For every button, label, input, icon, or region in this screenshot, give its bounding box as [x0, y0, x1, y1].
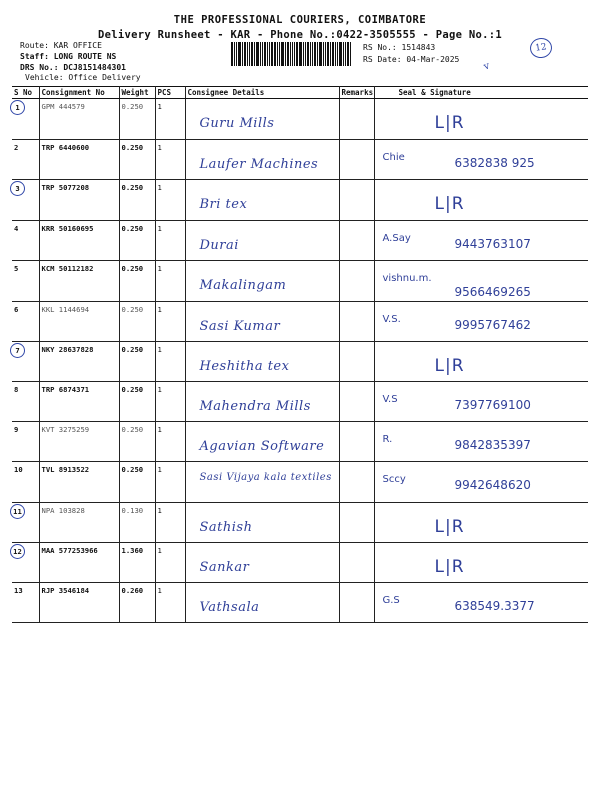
pcs-cell — [155, 221, 185, 261]
sno-cell — [12, 261, 39, 302]
consignee-handwriting: Makalingam — [199, 278, 287, 293]
consignment-cell-text: KCM 50112182 — [41, 264, 94, 273]
consignee-handwriting: Agavian Software — [199, 439, 325, 454]
sno-cell — [12, 302, 39, 342]
pcs-cell — [155, 99, 185, 140]
weight-cell — [119, 99, 155, 140]
pcs-cell-text: 1 — [157, 546, 162, 555]
weight-cell-text: 0.250 — [121, 102, 144, 111]
runsheet-subtitle: Delivery Runsheet - KAR - Phone No.:0422-3505555 - Page No.:1 — [98, 29, 502, 41]
consignment-cell-text: TRP 6440600 — [41, 143, 90, 152]
table-header-row — [12, 87, 588, 99]
consignment-cell-text: GPM 444579 — [41, 102, 85, 111]
sno-cell — [12, 503, 39, 543]
weight-cell — [119, 543, 155, 583]
table-row — [12, 422, 588, 462]
weight-cell-text: 0.250 — [121, 345, 144, 354]
table-row — [12, 382, 588, 422]
route-label: Route: KAR OFFICE — [20, 41, 102, 50]
pcs-cell — [155, 543, 185, 583]
consignee-cell — [185, 422, 339, 462]
consignee-cell — [185, 140, 339, 180]
consignee-handwriting: Sankar — [199, 560, 250, 575]
pcs-cell — [155, 261, 185, 302]
pcs-cell — [155, 302, 185, 342]
col-pcs: PCS — [155, 87, 185, 99]
consignee-cell — [185, 462, 339, 503]
remarks-cell — [339, 342, 374, 382]
consignment-cell-text: RJP 3546184 — [41, 586, 90, 595]
seal-cell — [374, 261, 588, 302]
weight-cell-text: 0.250 — [121, 425, 144, 434]
consignment-cell — [39, 583, 119, 623]
seal-cell — [374, 543, 588, 583]
signature: Sccy — [382, 474, 406, 485]
sno-text: 6 — [14, 305, 19, 314]
remarks-cell — [339, 180, 374, 221]
seal-cell — [374, 140, 588, 180]
consignment-cell-text: TRP 5077208 — [41, 183, 90, 192]
seal-cell — [374, 302, 588, 342]
col-remarks: Remarks — [339, 87, 374, 99]
seal-cell — [374, 422, 588, 462]
sno-text: 1 — [10, 100, 25, 115]
pcs-cell — [155, 462, 185, 503]
consignment-cell — [39, 342, 119, 382]
consignee-handwriting: Heshitha tex — [199, 359, 290, 374]
signature: R. — [382, 434, 393, 445]
table-row — [12, 99, 588, 140]
signature: G.S — [382, 595, 400, 606]
signature: L|R — [434, 113, 465, 133]
remarks-cell — [339, 99, 374, 140]
pcs-cell-text: 1 — [157, 102, 162, 111]
consignment-cell — [39, 503, 119, 543]
consignee-cell — [185, 503, 339, 543]
sno-cell — [12, 221, 39, 261]
consignment-cell — [39, 99, 119, 140]
weight-cell-text: 1.360 — [121, 546, 144, 555]
table-row — [12, 342, 588, 382]
pcs-cell-text: 1 — [157, 385, 162, 394]
pcs-cell — [155, 180, 185, 221]
table-row — [12, 302, 588, 342]
consignee-handwriting: Guru Mills — [199, 116, 275, 131]
consignment-cell-text: TRP 6874371 — [41, 385, 90, 394]
consignee-handwriting: Sasi Vijaya kala textiles — [199, 472, 332, 483]
col-consignee: Consignee Details — [185, 87, 339, 99]
weight-cell — [119, 140, 155, 180]
remarks-cell — [339, 503, 374, 543]
consignment-cell-text: KVT 3275259 — [41, 425, 90, 434]
sno-cell — [12, 422, 39, 462]
signature: L|R — [434, 194, 465, 214]
pcs-cell-text: 1 — [157, 183, 162, 192]
margin-scribble: v — [482, 60, 492, 73]
consignee-cell — [185, 180, 339, 221]
signature: V.S. — [382, 314, 401, 325]
pcs-cell-text: 1 — [157, 345, 162, 354]
remarks-cell — [339, 302, 374, 342]
consignee-cell — [185, 261, 339, 302]
runsheet-table — [12, 86, 588, 623]
sno-cell — [12, 180, 39, 221]
weight-cell — [119, 503, 155, 543]
pcs-cell — [155, 503, 185, 543]
weight-cell-text: 0.250 — [121, 385, 144, 394]
consignee-handwriting: Sathish — [199, 520, 253, 535]
weight-cell-text: 0.250 — [121, 264, 144, 273]
consignment-cell — [39, 221, 119, 261]
consignee-cell — [185, 99, 339, 140]
table-row — [12, 462, 588, 503]
sno-cell — [12, 462, 39, 503]
consignee-cell — [185, 342, 339, 382]
phone-number: 9842835397 — [454, 438, 531, 452]
consignee-handwriting: Sasi Kumar — [199, 319, 281, 334]
table-row — [12, 583, 588, 623]
phone-number: 6382838 925 — [454, 156, 535, 170]
weight-cell — [119, 462, 155, 503]
seal-cell — [374, 221, 588, 261]
sno-text: 4 — [14, 224, 19, 233]
weight-cell — [119, 422, 155, 462]
seal-cell — [374, 503, 588, 543]
remarks-cell — [339, 261, 374, 302]
sno-text: 8 — [14, 385, 19, 394]
weight-cell — [119, 342, 155, 382]
barcode — [231, 42, 358, 66]
table-row — [12, 140, 588, 180]
consignment-cell — [39, 180, 119, 221]
signature: L|R — [434, 517, 465, 537]
signature: A.Say — [382, 233, 411, 244]
weight-cell — [119, 382, 155, 422]
phone-number: 9942648620 — [454, 478, 531, 492]
consignment-cell-text: TVL 8913522 — [41, 465, 90, 474]
remarks-cell — [339, 462, 374, 503]
consignee-cell — [185, 221, 339, 261]
sno-cell — [12, 342, 39, 382]
sno-text: 7 — [10, 343, 25, 358]
phone-number: 9995767462 — [454, 318, 531, 332]
phone-number: 638549.3377 — [454, 599, 535, 613]
signature: vishnu.m. — [382, 273, 432, 284]
consignment-cell — [39, 382, 119, 422]
seal-cell — [374, 462, 588, 503]
pcs-cell-text: 1 — [157, 506, 162, 515]
consignment-cell-text: MAA 577253966 — [41, 546, 98, 555]
pcs-cell-text: 1 — [157, 264, 162, 273]
remarks-cell — [339, 221, 374, 261]
col-consignment: Consignment No — [39, 87, 119, 99]
consignee-handwriting: Bri tex — [199, 197, 248, 212]
table-row — [12, 221, 588, 261]
pcs-cell — [155, 422, 185, 462]
consignment-cell-text: KKL 1144694 — [41, 305, 90, 314]
sno-text: 13 — [14, 586, 23, 595]
weight-cell-text: 0.250 — [121, 305, 144, 314]
weight-cell — [119, 180, 155, 221]
staff-label: Staff: LONG ROUTE NS — [20, 52, 117, 61]
consignment-cell — [39, 140, 119, 180]
consignment-cell — [39, 261, 119, 302]
seal-cell — [374, 583, 588, 623]
rs-number: RS No.: 1514843 — [363, 43, 436, 52]
consignment-cell — [39, 462, 119, 503]
table-row — [12, 503, 588, 543]
pcs-cell-text: 1 — [157, 586, 162, 595]
consignment-cell-text: NPA 103828 — [41, 506, 85, 515]
consignee-handwriting: Mahendra Mills — [199, 399, 311, 414]
sno-text: 2 — [14, 143, 19, 152]
weight-cell-text: 0.250 — [121, 465, 144, 474]
seal-cell — [374, 342, 588, 382]
seal-cell — [374, 382, 588, 422]
sno-text: 3 — [10, 181, 25, 196]
remarks-cell — [339, 583, 374, 623]
consignee-cell — [185, 302, 339, 342]
consignee-cell — [185, 382, 339, 422]
pcs-cell-text: 1 — [157, 224, 162, 233]
remarks-cell — [339, 140, 374, 180]
weight-cell — [119, 583, 155, 623]
consignment-cell-text: KRR 50160695 — [41, 224, 94, 233]
pcs-cell-text: 1 — [157, 143, 162, 152]
sno-cell — [12, 382, 39, 422]
drs-label: DRS No.: DCJ8151484301 — [20, 63, 126, 72]
page-circle-mark: 12 — [529, 37, 554, 60]
table-row — [12, 543, 588, 583]
weight-cell-text: 0.250 — [121, 183, 144, 192]
signature: L|R — [434, 356, 465, 376]
pcs-cell — [155, 140, 185, 180]
sno-text: 12 — [10, 544, 25, 559]
consignee-cell — [185, 543, 339, 583]
weight-cell — [119, 261, 155, 302]
consignee-handwriting: Durai — [199, 238, 239, 253]
sno-text: 11 — [10, 504, 25, 519]
weight-cell-text: 0.250 — [121, 143, 144, 152]
col-weight: Weight — [119, 87, 155, 99]
phone-number: 7397769100 — [454, 398, 531, 412]
remarks-cell — [339, 382, 374, 422]
consignment-cell — [39, 302, 119, 342]
pcs-cell — [155, 342, 185, 382]
sno-cell — [12, 99, 39, 140]
consignee-handwriting: Laufer Machines — [199, 157, 319, 172]
sno-cell — [12, 543, 39, 583]
signature: Chie — [382, 152, 405, 163]
pcs-cell-text: 1 — [157, 425, 162, 434]
seal-cell — [374, 99, 588, 140]
sno-text: 10 — [14, 465, 23, 474]
table-row — [12, 180, 588, 221]
remarks-cell — [339, 543, 374, 583]
weight-cell-text: 0.130 — [121, 506, 144, 515]
weight-cell — [119, 302, 155, 342]
consignee-cell — [185, 583, 339, 623]
remarks-cell — [339, 422, 374, 462]
sno-cell — [12, 583, 39, 623]
consignment-cell — [39, 422, 119, 462]
rs-date: RS Date: 04-Mar-2025 — [363, 55, 460, 64]
sno-cell — [12, 140, 39, 180]
pcs-cell-text: 1 — [157, 305, 162, 314]
seal-cell — [374, 180, 588, 221]
pcs-cell — [155, 382, 185, 422]
signature: L|R — [434, 557, 465, 577]
vehicle-label: Vehicle: Office Delivery — [25, 73, 141, 82]
signature: V.S — [382, 394, 398, 405]
weight-cell — [119, 221, 155, 261]
consignment-cell — [39, 543, 119, 583]
pcs-cell-text: 1 — [157, 465, 162, 474]
sno-text: 9 — [14, 425, 19, 434]
consignee-handwriting: Vathsala — [199, 600, 260, 615]
pcs-cell — [155, 583, 185, 623]
consignment-cell-text: NKY 28637828 — [41, 345, 94, 354]
table-row — [12, 261, 588, 302]
col-seal: Seal & Signature — [374, 87, 588, 99]
company-title: THE PROFESSIONAL COURIERS, COIMBATORE — [173, 14, 427, 26]
weight-cell-text: 0.250 — [121, 224, 144, 233]
phone-number: 9443763107 — [454, 237, 531, 251]
col-sno: S No — [12, 87, 39, 99]
phone-number: 9566469265 — [454, 285, 531, 299]
weight-cell-text: 0.260 — [121, 586, 144, 595]
sno-text: 5 — [14, 264, 19, 273]
